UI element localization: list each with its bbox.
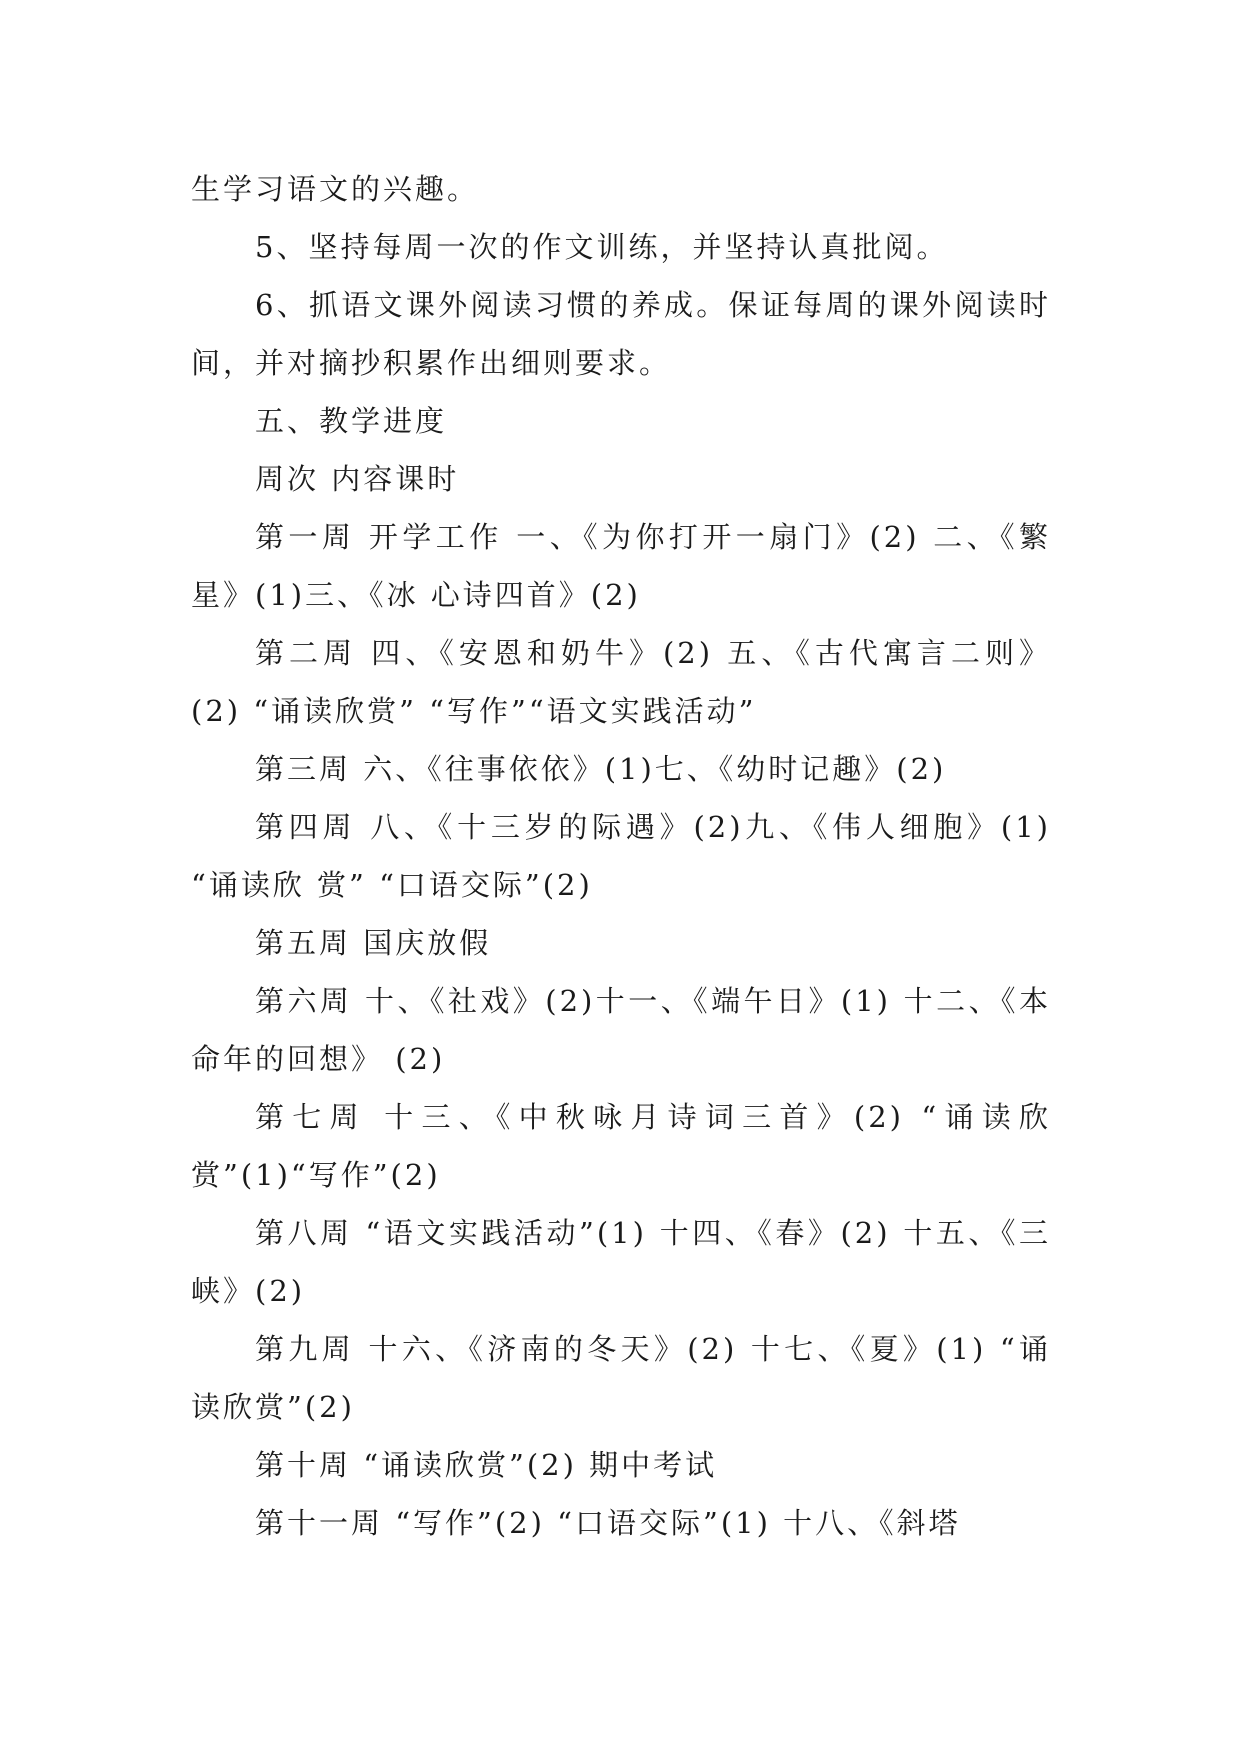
- schedule-week-10: 第十周 “诵读欣赏”(2) 期中考试: [255, 1448, 718, 1482]
- schedule-week-6: 第六周 十、《社戏》(2)十一、《端午日》(1) 十二、《本命年的回想》 (2): [191, 984, 1051, 1076]
- section-heading-teaching-schedule: 五、教学进度: [255, 404, 448, 438]
- schedule-week-9: 第九周 十六、《济南的冬天》(2) 十七、《夏》(1) “诵读欣赏”(2): [191, 1332, 1051, 1424]
- schedule-week-4: 第四周 八、《十三岁的际遇》(2)九、《伟人细胞》(1) “诵读欣 赏” “口语交际”(2): [191, 810, 1051, 902]
- schedule-week-11: 第十一周 “写作”(2) “口语交际”(1) 十八、《斜塔: [255, 1506, 961, 1540]
- paragraph-item-5: 5、坚持每周一次的作文训练，并坚持认真批阅。: [255, 230, 949, 264]
- schedule-header: 周次 内容课时: [255, 462, 460, 496]
- schedule-week-3: 第三周 六、《往事依依》(1)七、《幼时记趣》(2): [255, 752, 947, 786]
- schedule-week-8: 第八周 “语文实践活动”(1) 十四、《春》(2) 十五、《三峡》(2): [191, 1216, 1051, 1308]
- schedule-week-5: 第五周 国庆放假: [255, 926, 492, 960]
- paragraph-continued: 生学习语文的兴趣。: [191, 172, 480, 206]
- schedule-week-1: 第一周 开学工作 一、《为你打开一扇门》(2) 二、《繁星》(1)三、《冰 心诗四首》(2): [191, 520, 1051, 612]
- document-body: [191, 160, 1051, 1552]
- paragraph-item-6: 6、抓语文课外阅读习惯的养成。保证每周的课外阅读时间，并对摘抄积累作出细则要求。: [191, 288, 1051, 380]
- schedule-week-2: 第二周 四、《安恩和奶牛》(2) 五、《古代寓言二则》(2) “诵读欣赏” “写作”“语文实践活动”: [191, 636, 1051, 728]
- schedule-week-7: 第七周 十三、《中秋咏月诗词三首》(2) “诵读欣赏”(1)“写作”(2): [191, 1100, 1051, 1192]
